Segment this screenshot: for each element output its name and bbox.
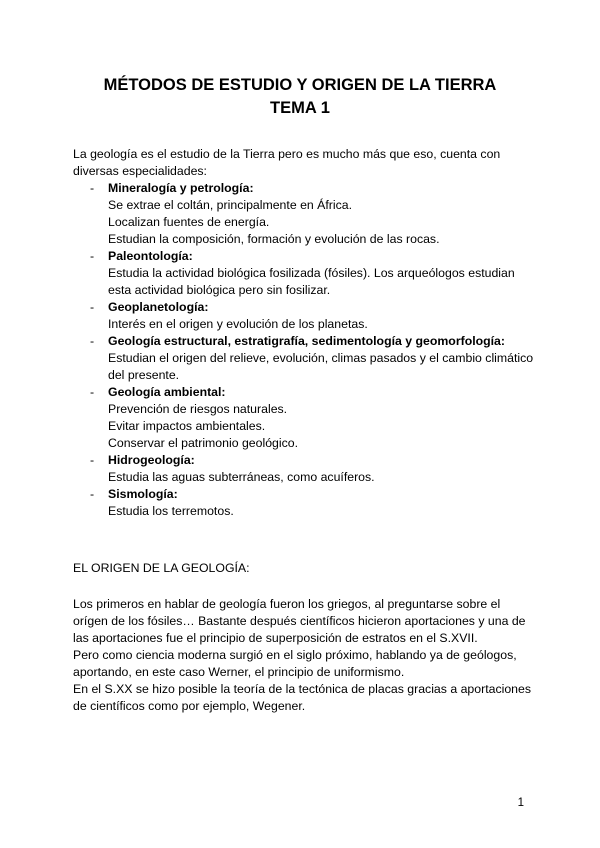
document-subtitle: TEMA 1 bbox=[270, 99, 330, 117]
specialty-heading: Sismología: bbox=[108, 487, 178, 501]
specialty-heading: Paleontología: bbox=[108, 249, 193, 263]
paragraph: Pero como ciencia moderna surgió en el siglo próximo, hablando ya de geólogos, aportando, en este caso Werner, el principio de uniformismo. bbox=[73, 648, 517, 679]
bullet-dash: - bbox=[90, 487, 95, 501]
specialty-line: Prevención de riesgos naturales. bbox=[108, 402, 288, 416]
list-item bbox=[73, 333, 538, 384]
specialty-line: Se extrae el coltán, principalmente en África. bbox=[108, 198, 353, 212]
bullet-dash: - bbox=[90, 181, 95, 195]
list-item bbox=[73, 299, 538, 333]
bullet-dash: - bbox=[90, 300, 95, 314]
specialty-line: Conservar el patrimonio geológico. bbox=[108, 436, 299, 450]
paragraph: Los primeros en hablar de geología fueron los griegos, al preguntarse sobre el orígen de los fósiles… Bastante después científicos hicieron aportaciones y una de las aportaciones fue el principio de superposición de estratos en el S.XVII. bbox=[73, 597, 526, 645]
bullet-dash: - bbox=[90, 249, 95, 263]
specialty-heading: Geología ambiental: bbox=[108, 385, 226, 399]
specialties-list bbox=[73, 180, 538, 520]
list-item bbox=[73, 384, 538, 452]
list-item bbox=[73, 248, 538, 299]
bullet-dash: - bbox=[90, 453, 95, 467]
page-number: 1 bbox=[517, 797, 524, 809]
specialty-line: Estudian el origen del relieve, evolución, climas pasados y el cambio climático del presente. bbox=[108, 351, 534, 382]
specialty-line: Localizan fuentes de energía. bbox=[108, 215, 270, 229]
specialty-heading: Geología estructural, estratigrafía, sedimentología y geomorfología: bbox=[108, 334, 505, 348]
bullet-dash: - bbox=[90, 385, 95, 399]
specialty-heading: Geoplanetología: bbox=[108, 300, 209, 314]
origin-paragraphs bbox=[73, 596, 538, 715]
specialty-line: Estudia los terremotos. bbox=[108, 504, 234, 518]
specialty-line: Estudia la actividad biológica fosilizada (fósiles). Los arqueólogos estudian esta actividad biológica pero sin fosilizar. bbox=[108, 266, 515, 297]
section-heading: EL ORIGEN DE LA GEOLOGÍA: bbox=[73, 561, 250, 575]
bullet-dash: - bbox=[90, 334, 95, 348]
list-item bbox=[73, 452, 538, 486]
specialty-line: Estudia las aguas subterráneas, como acuíferos. bbox=[108, 470, 375, 484]
intro-paragraph: La geología es el estudio de la Tierra pero es mucho más que eso, cuenta con diversas especialidades: bbox=[73, 147, 501, 178]
list-item bbox=[73, 180, 538, 248]
specialty-heading: Mineralogía y petrología: bbox=[108, 181, 254, 195]
specialty-heading: Hidrogeología: bbox=[108, 453, 195, 467]
specialty-line: Evitar impactos ambientales. bbox=[108, 419, 266, 433]
specialty-line: Estudian la composición, formación y evolución de las rocas. bbox=[108, 232, 440, 246]
paragraph: En el S.XX se hizo posible la teoría de la tectónica de placas gracias a aportaciones de científicos como por ejemplo, Wegener. bbox=[73, 682, 531, 713]
document-title: MÉTODOS DE ESTUDIO Y ORIGEN DE LA TIERRA bbox=[103, 76, 497, 94]
list-item bbox=[73, 486, 538, 520]
specialty-line: Interés en el origen y evolución de los planetas. bbox=[108, 317, 368, 331]
